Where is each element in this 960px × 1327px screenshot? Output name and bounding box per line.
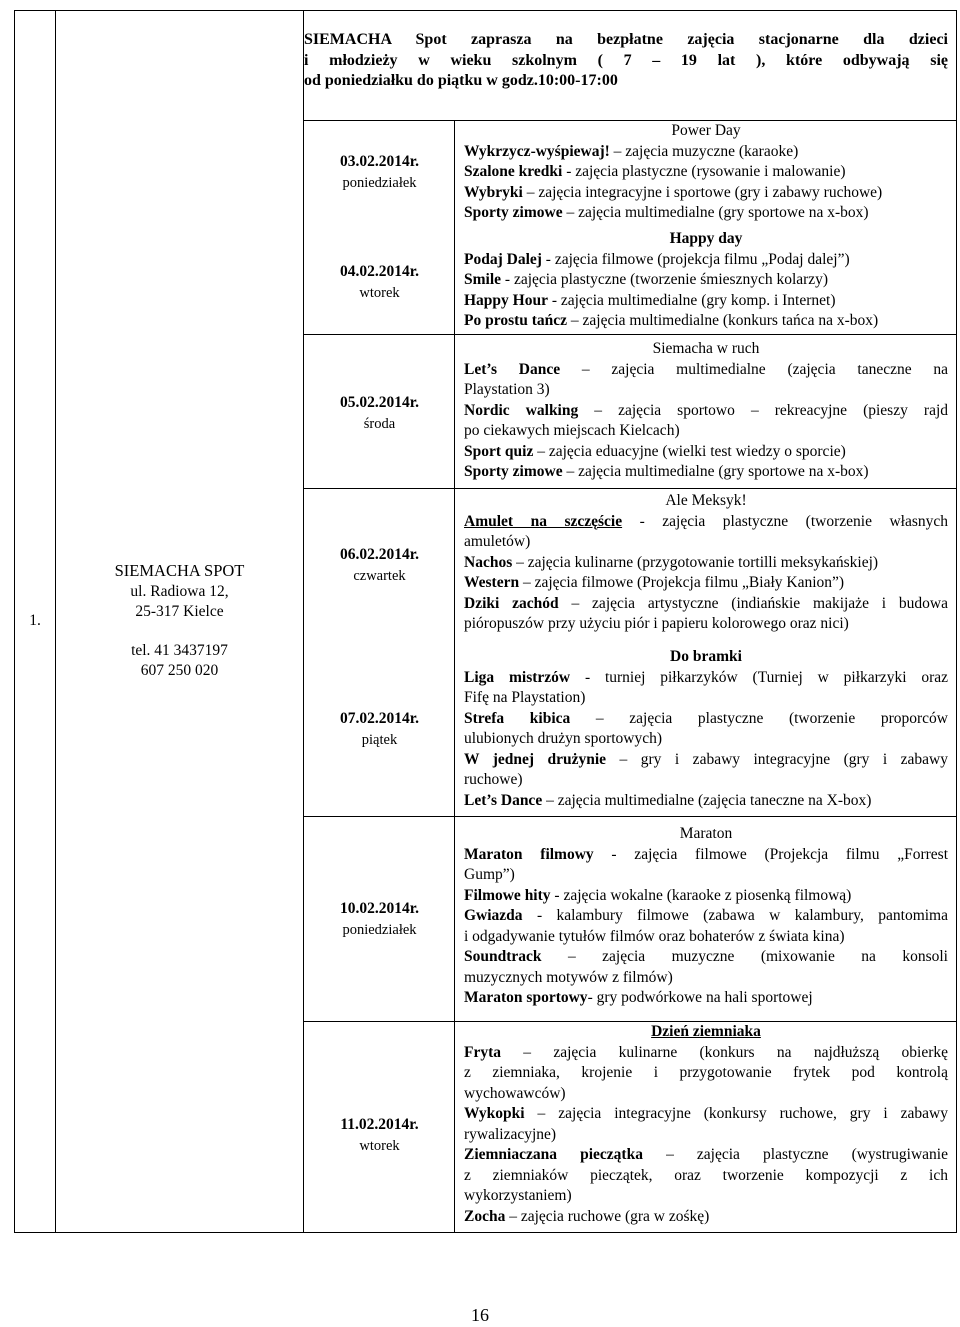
activity-line: ruchowe): [464, 771, 523, 788]
activity-line: Let’s Dance – zajęcia multimedialne (zajęcia taneczne na: [464, 360, 948, 378]
weekday: poniedziałek: [342, 174, 417, 191]
date-cell: [304, 899, 455, 940]
activities-day-1: [464, 121, 948, 224]
activity-line: Liga mistrzów - turniej piłkarzyków (Turniej w piłkarzyki oraz: [464, 668, 949, 686]
date-cell: [304, 152, 455, 193]
activity-title: Ale Meksyk!: [665, 492, 747, 509]
activity-line: z ziemniaka, krojenie i przygotowanie frytek pod kontrolą: [464, 1064, 948, 1081]
intro-line: SIEMACHA Spot zaprasza na bezpłatne zajęcia stacjonarne dla dzieci: [304, 31, 948, 48]
divider: [303, 11, 304, 1232]
weekday: piątek: [361, 731, 398, 748]
row-number-text: 1.: [29, 612, 41, 630]
activities-day-2: [464, 229, 948, 332]
activity-title: Power Day: [671, 122, 741, 139]
activity-line: Western – zajęcia filmowe (Projekcja filmu „Biały Kanion”): [464, 574, 845, 591]
date: 04.02.2014r.: [339, 263, 420, 280]
activity-line: Sporty zimowe – zajęcia multimedialne (gry sportowe na x-box): [464, 463, 869, 480]
activity-line: pióropuszów przy użyciu piór i papieru kolorowego oraz nici): [464, 615, 849, 632]
date: 06.02.2014r.: [339, 546, 420, 563]
activity-line: Strefa kibica – zajęcia plastyczne (tworzenie proporców: [464, 709, 948, 727]
date: 03.02.2014r.: [339, 153, 420, 170]
activity-line: Dziki zachód – zajęcia artystyczne (indiańskie makijaże i budowa: [464, 594, 948, 612]
activity-line: Soundtrack – zajęcia muzyczne (mixowanie na konsoli: [464, 948, 948, 965]
activity-line: Filmowe hity - zajęcia wokalne (karaoke z piosenką filmową): [464, 886, 852, 904]
activity-line: po ciekawych miejscach Kielcach): [464, 422, 680, 439]
activity-line: amuletów): [464, 533, 531, 550]
activity-line: rywalizacyjne): [464, 1125, 557, 1143]
activity-line: Fryta – zajęcia kulinarne (konkurs na najdłuższą obierkę: [464, 1043, 948, 1061]
activity-line: Gump”): [464, 866, 515, 883]
activity-line: Sport quiz – zajęcia eduacyjne (wielki test wiedzy o sporcie): [464, 442, 846, 460]
activity-line: i odgadywanie tytułów filmów oraz bohaterów z świata kina): [464, 927, 845, 945]
activity-line: Nordic walking – zajęcia sportowo – rekreacyjne (pieszy rajd: [464, 401, 948, 419]
activity-title: Dzień ziemniaka: [651, 1023, 761, 1040]
activity-line: Let’s Dance – zajęcia multimedialne (zajęcia taneczne na X-box): [464, 791, 872, 809]
date-cell: [304, 1115, 455, 1156]
activities-day-7: [464, 1022, 948, 1227]
date-cell: [304, 545, 455, 586]
schedule-table: [14, 10, 957, 1233]
place-name: SIEMACHA SPOT: [114, 561, 245, 581]
date-cell: [304, 393, 455, 434]
divider: [303, 488, 956, 489]
activities-day-5: [464, 647, 948, 811]
activity-title: Do bramki: [670, 648, 742, 665]
activity-line: wychowawców): [464, 1084, 566, 1102]
date: 05.02.2014r.: [339, 394, 420, 411]
place-phone: 607 250 020: [140, 662, 219, 680]
activity-line: W jednej drużynie – gry i zabawy integracyjne (gry i zabawy: [464, 750, 948, 768]
activities-day-6: [464, 824, 948, 1009]
activity-line: muzycznych motywów z filmów): [464, 968, 673, 986]
intro-line: od poniedziałku do piątku w godz.10:00-17:00: [304, 72, 618, 89]
date-cell: [304, 709, 455, 750]
weekday: wtorek: [359, 1137, 400, 1154]
activity-title: Happy day: [669, 230, 743, 247]
activity-line: Gwiazda - kalambury filmowe (zabawa w kalambury, pantomima: [464, 907, 948, 924]
activity-line: Nachos – zajęcia kulinarne (przygotowanie tortilli meksykańskiej): [464, 553, 879, 571]
date: 07.02.2014r.: [339, 710, 420, 727]
activity-line: Maraton filmowy - zajęcia filmowe (Projekcja filmu „Forrest: [464, 845, 948, 863]
place-street: ul. Radiowa 12,: [130, 582, 229, 600]
activity-line: Maraton sportowy- gry podwórkowe na hali sportowej: [464, 989, 813, 1006]
activity-line: Fifę na Playstation): [464, 689, 586, 706]
divider: [303, 816, 956, 817]
intro-text: [304, 11, 956, 120]
page-number: 16: [471, 1305, 489, 1325]
place-phone: tel. 41 3437197: [131, 641, 228, 659]
activities-day-3: [464, 339, 948, 483]
date: 11.02.2014r.: [340, 1116, 419, 1133]
activities-day-4: [464, 491, 948, 635]
activity-line: Smile - zajęcia plastyczne (tworzenie śmiesznych kolarzy): [464, 271, 829, 288]
activity-line: Wykrzycz-wyśpiewaj! – zajęcia muzyczne (karaoke): [464, 142, 799, 160]
divider: [303, 334, 956, 335]
activity-line: Ziemniaczana pieczątka – zajęcia plastyczne (wystrugiwanie: [464, 1146, 948, 1163]
weekday: czwartek: [353, 567, 406, 584]
activity-line: ulubionych drużyn sportowych): [464, 730, 663, 747]
activity-line: Szalone kredki - zajęcia plastyczne (rysowanie i malowanie): [464, 163, 846, 180]
row-number: [15, 11, 55, 1232]
activity-line: Wybryki – zajęcia integracyjne i sportowe (gry i zabawy ruchowe): [464, 183, 883, 201]
activity-line: Playstation 3): [464, 381, 550, 398]
activity-line: Po prostu tańcz – zajęcia multimedialne (konkurs tańca na x-box): [464, 312, 879, 329]
weekday: środa: [363, 415, 396, 432]
activity-line: Sporty zimowe – zajęcia multimedialne (gry sportowe na x-box): [464, 204, 869, 221]
date-cell: [304, 262, 455, 303]
activity-line: Amulet na szczęście - zajęcia plastyczne (tworzenie własnych: [464, 512, 948, 530]
activity-line: Podaj Dalej - zajęcia filmowe (projekcja filmu „Podaj dalej”): [464, 250, 850, 268]
activity-line: Wykopki – zajęcia integracyjne (konkursy ruchowe, gry i zabawy: [464, 1105, 948, 1122]
weekday: wtorek: [359, 284, 400, 301]
activity-line: z ziemniaków pieczątek, oraz tworzenie kompozycji z ich: [464, 1166, 948, 1184]
activity-title: Siemacha w ruch: [652, 340, 760, 357]
weekday: poniedziałek: [342, 921, 417, 938]
activity-line: Zocha – zajęcia ruchowe (gra w zośkę): [464, 1207, 710, 1225]
place-cell: [56, 11, 303, 1232]
activity-title: Maraton: [679, 825, 733, 842]
intro-line: i młodzieży w wieku szkolnym ( 7 – 19 lat ), które odbywają się: [304, 51, 948, 69]
activity-line: wykorzystaniem): [464, 1187, 572, 1204]
date: 10.02.2014r.: [339, 900, 420, 917]
activity-line: Happy Hour - zajęcia multimedialne (gry komp. i Internet): [464, 291, 836, 309]
place-city: 25-317 Kielce: [135, 603, 224, 621]
